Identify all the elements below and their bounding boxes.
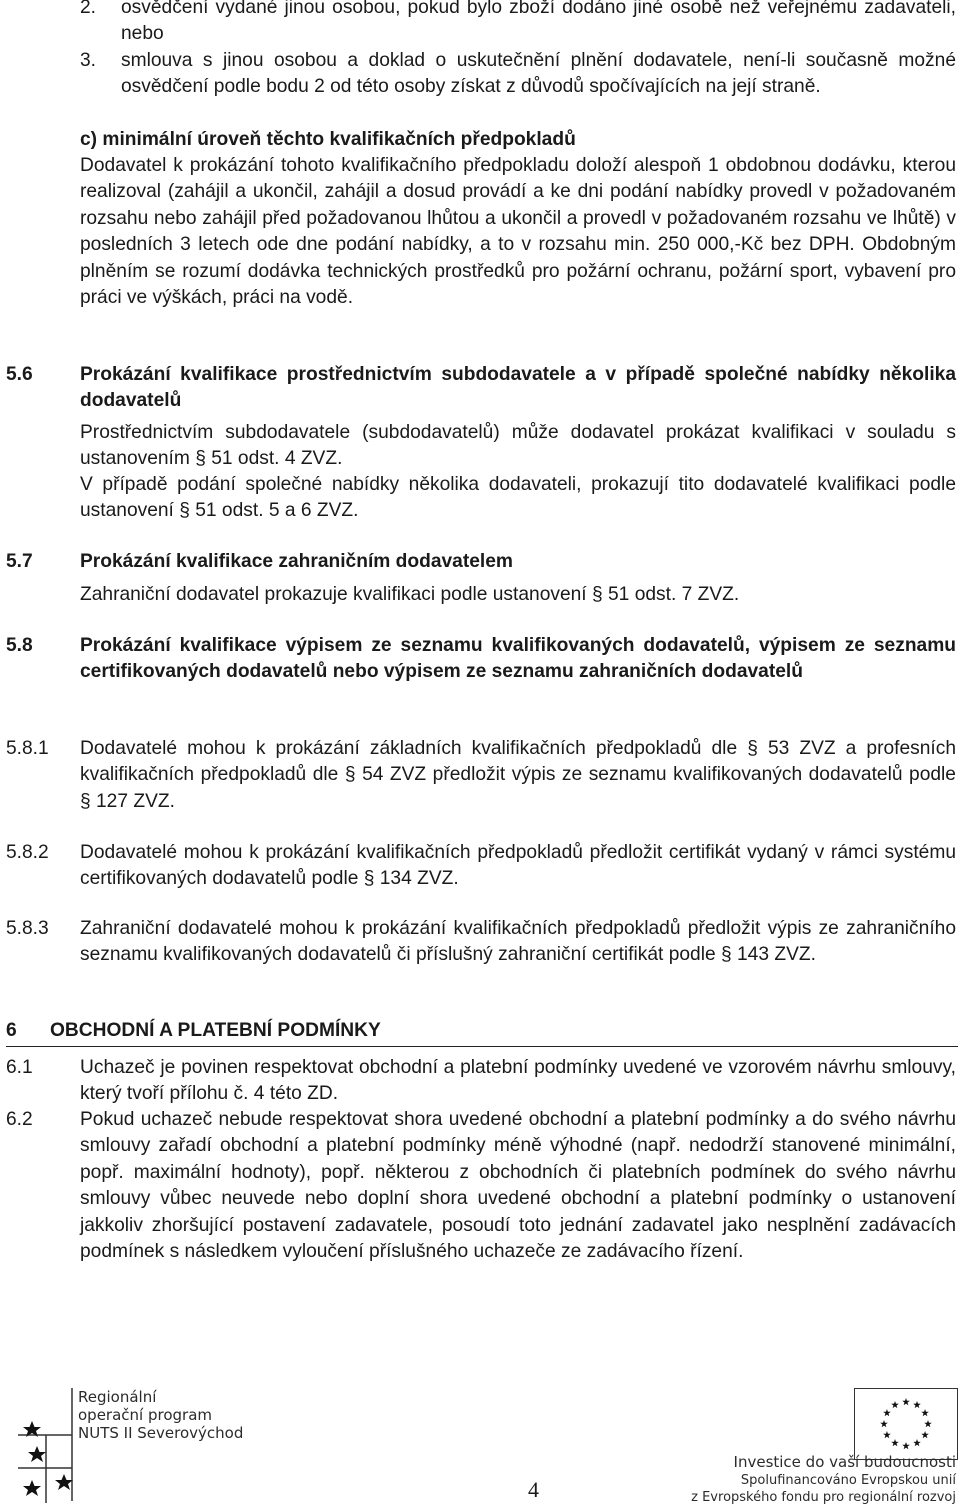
eu-star-icon xyxy=(902,1442,910,1449)
section-sign: § xyxy=(747,738,758,759)
paragraph-text: Dodavatelé mohou k prokázání základních kvalifikačních předpokladů dle xyxy=(80,738,738,759)
section-number: 6 xyxy=(6,1020,17,1041)
paragraph xyxy=(80,582,956,608)
section-title: Prokázání kvalifikace výpisem ze seznamu kvalifikovaných dodavatelů, výpisem ze seznamu certifikovaných dodavatelů nebo výpisem ze seznamu zahraničních dodavatelů xyxy=(80,635,956,683)
section-number: 5.6 xyxy=(6,364,33,385)
eu-star-icon xyxy=(883,1409,891,1416)
paragraph-text: 134 ZVZ. xyxy=(379,868,459,890)
eu-star-icon xyxy=(924,1420,932,1427)
paragraph xyxy=(80,840,956,893)
section-number: 5.8.1 xyxy=(6,738,49,759)
paragraph xyxy=(80,420,956,473)
section-title: Prokázání kvalifikace prostřednictvím subdodavatele a v případě společné nabídky několika dodavatelů xyxy=(80,364,956,412)
eu-tagline: Investice do vaší budoucnosti xyxy=(733,1453,956,1471)
section-number: 6.2 xyxy=(6,1109,33,1130)
page-number: 4 xyxy=(528,1477,539,1502)
paragraph-text: Zahraniční dodavatel prokazuje kvalifikaci podle ustanovení xyxy=(80,584,587,605)
section-number: 6.1 xyxy=(6,1057,33,1078)
paragraph-text: 127 ZVZ. xyxy=(96,790,175,812)
section-title: OBCHODNÍ A PLATEBNÍ PODMÍNKY xyxy=(50,1020,381,1041)
rop-line: Regionální xyxy=(78,1388,157,1406)
section-sign: § xyxy=(592,584,603,605)
section-number: 5.8.2 xyxy=(6,842,49,863)
paragraph-text: Zahraniční dodavatelé mohou k prokázání kvalifikačních předpokladů předložit výpis ze zahraničního seznamu kvalifikovaných dodavatelů či příslušný zahraniční certifikát podle xyxy=(80,918,956,966)
section-number: 5.8 xyxy=(6,635,33,656)
section-sign: § xyxy=(721,944,732,966)
section-title: Prokázání kvalifikace zahraničním dodavatelem xyxy=(80,551,513,572)
eu-star-icon xyxy=(913,1401,921,1408)
paragraph-text: 143 ZVZ. xyxy=(737,944,816,966)
paragraph-text: Dodavatelé mohou k prokázání kvalifikačních předpokladů předložit certifikát vydaný v rámci systému certifikovaných dodavatelů podle xyxy=(80,842,956,890)
list-text: osvědčení vydané jinou osobou, pokud bylo zboží dodáno jiné osobě než veřejnému zadavateli, nebo xyxy=(121,0,956,45)
paragraph-text: V případě podání společné nabídky několika dodavateli, prokazují tito dodavatelé kvalifikaci podle ustanovení xyxy=(80,474,956,522)
paragraph xyxy=(80,736,956,815)
section-sign: § xyxy=(195,448,206,470)
eu-star-icon xyxy=(913,1439,921,1446)
section-sign: § xyxy=(80,790,91,812)
section-number: 5.8.3 xyxy=(6,918,49,939)
section-sign: § xyxy=(344,764,356,786)
paragraph-text: 51 odst. 5 a 6 ZVZ. xyxy=(195,500,359,522)
paragraph xyxy=(80,472,956,525)
subsection-c-text: Dodavatel k prokázání tohoto kvalifikačního předpokladu doloží alespoň 1 obdobnou dodávku, kterou realizoval (zahájil a ukončil, zahájil a dosud provádí a ke dni podání nabídky provedl v požadovaném rozsahu nebo zahájil před požadovanou lhůtou a ukončil a provedl v požadovaném rozsahu ve lhůtě) v posledních 3 letech ode dne podání nabídky, a to v rozsahu min. 250 000,-Kč bez DPH. Obdobným plněním se rozumí dodávka technických prostředků pro požární ochranu, požární sport, vybavení pro práci ve výškách, práci na vodě. xyxy=(80,155,956,309)
rop-line: NUTS II Severovýchod xyxy=(78,1424,244,1442)
rop-line: operační program xyxy=(78,1406,213,1424)
eu-fund: z Evropského fondu pro regionální rozvoj xyxy=(691,1490,956,1505)
eu-star-icon xyxy=(880,1420,888,1427)
paragraph-text: Prostřednictvím subdodavatele (subdodavatelů) může dodavatel prokázat kvalifikaci v souladu s ustanovením xyxy=(80,422,956,470)
list-number: 3. xyxy=(80,50,97,71)
paragraph-text: 53 ZVZ a profesních kvalifikačních předpokladů dle xyxy=(80,738,957,786)
rop-logo xyxy=(18,1386,258,1503)
list-number: 2. xyxy=(80,0,97,18)
section-sign: § xyxy=(363,868,375,890)
paragraph: Uchazeč je povinen respektovat obchodní a platební podmínky uvedené ve vzorovém návrhu smlouvy, který tvoří přílohu č. 4 této ZD. xyxy=(80,1057,956,1105)
paragraph: Pokud uchazeč nebude respektovat shora uvedené obchodní a platební podmínky a do svého návrhu smlouvy zařadí obchodní a platební podmínky méně výhodné (např. nedodrží stanovené minimální, popř. maximální hodnoty), popř. některou z obchodních či platebních podmínek do svého návrhu smlouvy vůbec neuvede nebo doplní shora uvedené obchodní a platební podmínky o ustanovení jakkoliv zhoršující postavení zadavatele, posoudí toto jednání zadavatel jako nesplnění zadávacích podmínek s následkem vyloučení příslušného uchazeče ze zadávacího řízení. xyxy=(80,1109,956,1263)
eu-flag-logo xyxy=(854,1388,958,1460)
paragraph-text: 51 odst. 4 ZVZ. xyxy=(211,448,343,470)
eu-star-icon xyxy=(921,1409,929,1416)
paragraph-text: 54 ZVZ předložit výpis ze seznamu kvalifikovaných dodavatelů podle xyxy=(362,764,956,786)
eu-star-icon xyxy=(921,1431,929,1438)
section-sign: § xyxy=(179,500,190,522)
paragraph-text: 51 odst. 7 ZVZ. xyxy=(608,584,740,605)
list-text: smlouva s jinou osobou a doklad o uskutečnění plnění dodavatele, není-li současně možné osvědčení podle bodu 2 od této osoby získat z důvodů spočívajících na její straně. xyxy=(121,50,956,98)
list-item xyxy=(80,0,956,48)
list-item xyxy=(80,48,956,101)
paragraph xyxy=(80,916,956,969)
eu-star-icon xyxy=(891,1401,899,1408)
section-divider xyxy=(6,1046,958,1047)
eu-star-icon xyxy=(891,1439,899,1446)
subsection-c-heading: c) minimální úroveň těchto kvalifikačních předpokladů xyxy=(80,129,576,150)
eu-star-icon xyxy=(902,1398,910,1405)
section-number: 5.7 xyxy=(6,551,33,572)
eu-star-icon xyxy=(883,1431,891,1438)
eu-cofinance: Spolufinancováno Evropskou unií xyxy=(740,1473,956,1488)
